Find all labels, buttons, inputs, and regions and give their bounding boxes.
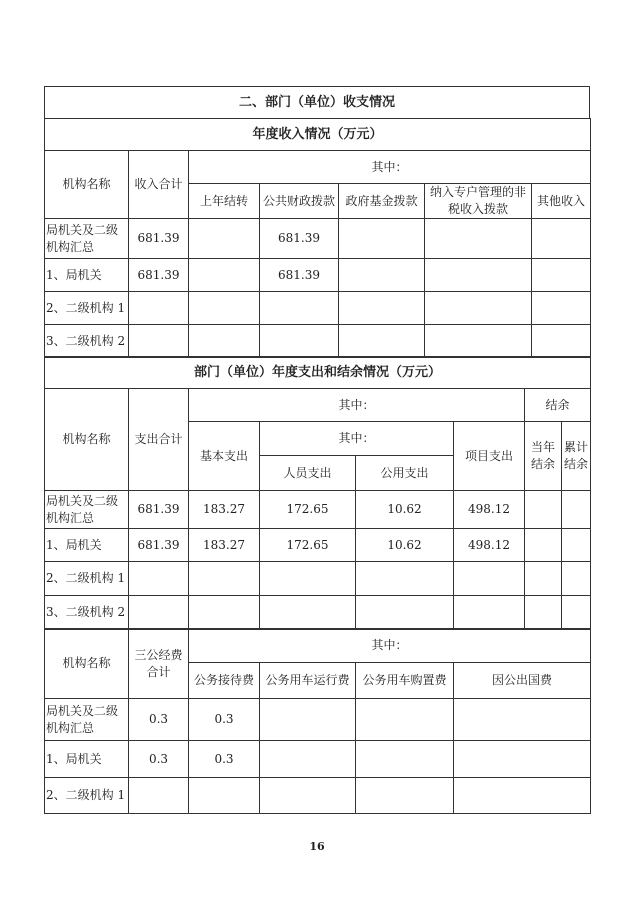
cell bbox=[260, 778, 356, 814]
header-of-which-2: 其中： bbox=[260, 422, 454, 456]
table-row bbox=[45, 741, 591, 778]
cell bbox=[425, 219, 532, 259]
cell bbox=[562, 529, 591, 562]
section-title-table bbox=[44, 86, 590, 119]
row-name: 局机关及二级机构汇总 bbox=[45, 219, 129, 259]
cell bbox=[129, 596, 189, 630]
header-of-which: 其中： bbox=[189, 389, 525, 422]
cell bbox=[454, 778, 591, 814]
row-name: 1、局机关 bbox=[45, 741, 129, 778]
header-cumulative-balance: 累计结余 bbox=[562, 422, 591, 491]
cell bbox=[532, 292, 591, 325]
cell: 10.62 bbox=[356, 491, 454, 529]
cell bbox=[356, 778, 454, 814]
header-col: 其他收入 bbox=[532, 184, 591, 219]
cell: 183.27 bbox=[189, 529, 260, 562]
cell bbox=[129, 292, 189, 325]
cell bbox=[562, 596, 591, 630]
cell bbox=[339, 292, 425, 325]
cell bbox=[562, 491, 591, 529]
cell: 172.65 bbox=[260, 529, 356, 562]
cell bbox=[189, 259, 260, 292]
cell: 681.39 bbox=[129, 259, 189, 292]
header-personnel: 人员支出 bbox=[260, 456, 356, 491]
table-row bbox=[45, 596, 591, 630]
cell bbox=[454, 699, 591, 741]
cell: 0.3 bbox=[189, 699, 260, 741]
table-row bbox=[45, 491, 591, 529]
header-name: 机构名称 bbox=[45, 389, 129, 491]
cell bbox=[425, 325, 532, 358]
cell bbox=[425, 259, 532, 292]
cell: 681.39 bbox=[260, 259, 339, 292]
expense-table bbox=[44, 356, 591, 630]
table-row bbox=[45, 699, 591, 741]
cell bbox=[532, 259, 591, 292]
header-total: 三公经费合计 bbox=[129, 629, 189, 699]
cell bbox=[454, 596, 525, 630]
header-of-which: 其中： bbox=[189, 151, 591, 184]
cell bbox=[525, 529, 562, 562]
cell bbox=[189, 562, 260, 596]
cell: 681.39 bbox=[260, 219, 339, 259]
header-current-balance: 当年结余 bbox=[525, 422, 562, 491]
row-name: 2、二级机构 1 bbox=[45, 562, 129, 596]
cell bbox=[260, 741, 356, 778]
cell: 681.39 bbox=[129, 491, 189, 529]
cell bbox=[356, 562, 454, 596]
table-row bbox=[45, 325, 591, 358]
header-total: 支出合计 bbox=[129, 389, 189, 491]
cell bbox=[532, 219, 591, 259]
header-total: 收入合计 bbox=[129, 151, 189, 219]
header-col: 政府基金拨款 bbox=[339, 184, 425, 219]
cell bbox=[454, 562, 525, 596]
row-name: 3、二级机构 2 bbox=[45, 325, 129, 358]
header-name: 机构名称 bbox=[45, 629, 129, 699]
expense-title: 部门（单位）年度支出和结余情况（万元） bbox=[45, 357, 591, 389]
income-table bbox=[44, 118, 591, 358]
cell bbox=[532, 325, 591, 358]
row-name: 3、二级机构 2 bbox=[45, 596, 129, 630]
income-title: 年度收入情况（万元） bbox=[45, 119, 591, 151]
cell: 681.39 bbox=[129, 529, 189, 562]
cell bbox=[454, 741, 591, 778]
row-name: 1、局机关 bbox=[45, 529, 129, 562]
cell: 498.12 bbox=[454, 491, 525, 529]
cell bbox=[189, 596, 260, 630]
cell bbox=[339, 259, 425, 292]
cell: 0.3 bbox=[129, 699, 189, 741]
header-col: 公务接待费 bbox=[189, 663, 260, 699]
sangong-table bbox=[44, 628, 591, 814]
page-number: 16 bbox=[309, 840, 325, 853]
cell bbox=[260, 325, 339, 358]
cell bbox=[562, 562, 591, 596]
cell bbox=[339, 325, 425, 358]
cell: 172.65 bbox=[260, 491, 356, 529]
cell bbox=[339, 219, 425, 259]
table-row bbox=[45, 259, 591, 292]
header-col: 纳入专户管理的非税收入拨款 bbox=[425, 184, 532, 219]
cell bbox=[189, 292, 260, 325]
table-row bbox=[45, 529, 591, 562]
cell bbox=[189, 325, 260, 358]
header-balance: 结余 bbox=[525, 389, 591, 422]
row-name: 2、二级机构 1 bbox=[45, 292, 129, 325]
row-name: 局机关及二级机构汇总 bbox=[45, 699, 129, 741]
row-name: 2、二级机构 1 bbox=[45, 778, 129, 814]
cell bbox=[260, 699, 356, 741]
header-name: 机构名称 bbox=[45, 151, 129, 219]
cell bbox=[129, 325, 189, 358]
section-title: 二、部门（单位）收支情况 bbox=[45, 87, 590, 119]
cell bbox=[260, 562, 356, 596]
cell bbox=[356, 596, 454, 630]
cell bbox=[356, 699, 454, 741]
cell: 10.62 bbox=[356, 529, 454, 562]
cell bbox=[129, 778, 189, 814]
table-row bbox=[45, 778, 591, 814]
header-col: 上年结转 bbox=[189, 184, 260, 219]
cell bbox=[525, 596, 562, 630]
header-of-which: 其中： bbox=[189, 629, 591, 663]
cell: 0.3 bbox=[129, 741, 189, 778]
cell: 681.39 bbox=[129, 219, 189, 259]
table-row bbox=[45, 292, 591, 325]
header-public: 公用支出 bbox=[356, 456, 454, 491]
cell bbox=[525, 491, 562, 529]
table-row bbox=[45, 219, 591, 259]
header-col: 公共财政拨款 bbox=[260, 184, 339, 219]
cell bbox=[425, 292, 532, 325]
row-name: 局机关及二级机构汇总 bbox=[45, 491, 129, 529]
cell bbox=[189, 219, 260, 259]
cell bbox=[129, 562, 189, 596]
header-col: 公务用车运行费 bbox=[260, 663, 356, 699]
header-project: 项目支出 bbox=[454, 422, 525, 491]
cell: 0.3 bbox=[189, 741, 260, 778]
cell: 498.12 bbox=[454, 529, 525, 562]
cell bbox=[260, 596, 356, 630]
table-row bbox=[45, 562, 591, 596]
header-col: 因公出国费 bbox=[454, 663, 591, 699]
cell: 183.27 bbox=[189, 491, 260, 529]
cell bbox=[525, 562, 562, 596]
header-col: 公务用车购置费 bbox=[356, 663, 454, 699]
header-basic: 基本支出 bbox=[189, 422, 260, 491]
row-name: 1、局机关 bbox=[45, 259, 129, 292]
cell bbox=[260, 292, 339, 325]
cell bbox=[189, 778, 260, 814]
cell bbox=[356, 741, 454, 778]
